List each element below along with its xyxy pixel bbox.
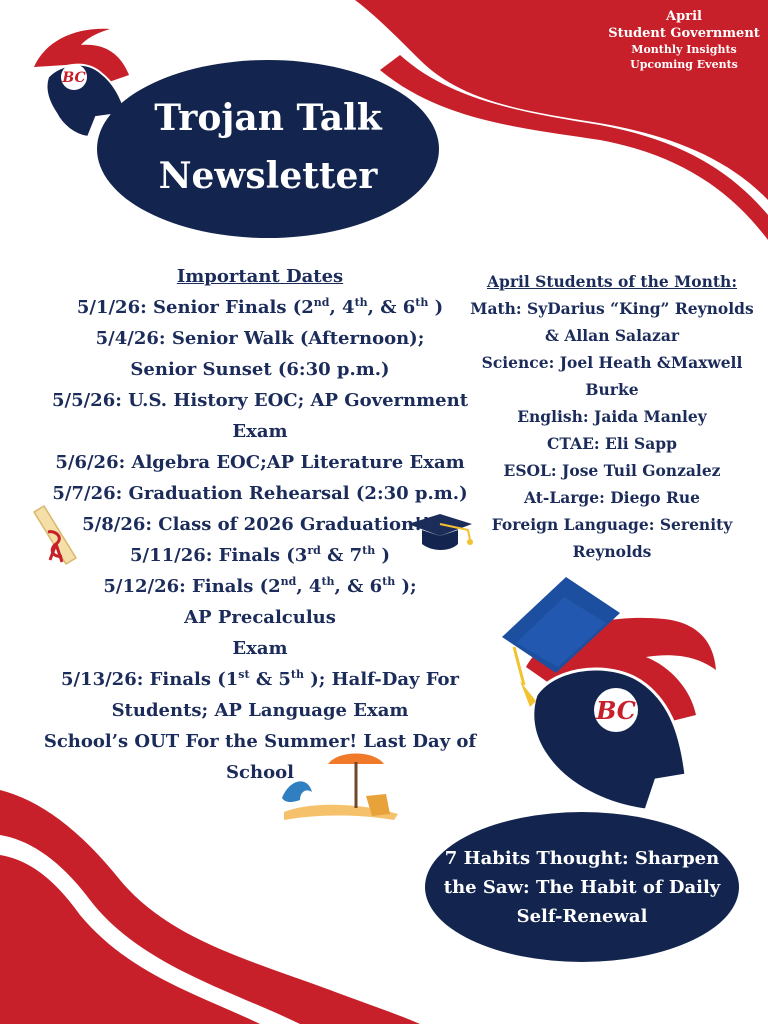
date-text: 5/13/26: Finals (1: [60, 669, 239, 690]
date-item: 5/4/26: Senior Walk (Afternoon);: [95, 328, 425, 349]
date-text: ): [375, 545, 391, 566]
date-text: , 4: [296, 576, 322, 597]
bottom-left-wave: [0, 790, 420, 1024]
date-item: AP Precalculus: [184, 607, 336, 628]
title-line-2: Newsletter: [158, 155, 378, 197]
header-info: [600, 8, 768, 72]
student-line: & Allan Salazar: [544, 326, 680, 345]
helmet-with-grad-cap-icon: [502, 577, 716, 810]
ordinal-suffix: nd: [313, 296, 330, 309]
svg-text:BC: BC: [596, 696, 636, 725]
ordinal-suffix: th: [321, 575, 335, 588]
student-line: Foreign Language: Serenity: [491, 515, 733, 534]
habits-line-3: Self-Renewal: [516, 906, 648, 927]
students-of-month-section: [462, 268, 762, 565]
newsletter-title: [97, 60, 439, 238]
date-item: 5/5/26: U.S. History EOC; AP Government: [51, 390, 469, 411]
ordinal-suffix: th: [415, 296, 429, 309]
date-text: ): [428, 297, 444, 318]
date-text: );: [395, 576, 417, 597]
header-month: April: [666, 9, 702, 24]
ordinal-suffix: nd: [280, 575, 297, 588]
date-item: School’s OUT For the Summer! Last Day of: [43, 731, 477, 752]
habits-thought: [425, 812, 739, 962]
svg-text:BC: BC: [62, 70, 86, 86]
date-text: , 4: [329, 297, 355, 318]
habits-line-1: 7 Habits Thought: Sharpen: [444, 848, 720, 869]
student-line: English: Jaida Manley: [517, 407, 707, 426]
date-item: [20, 664, 500, 695]
date-item: Senior Sunset (6:30 p.m.): [130, 359, 390, 380]
ordinal-suffix: th: [382, 575, 396, 588]
date-item: 5/6/26: Algebra EOC;AP Literature Exam: [55, 452, 465, 473]
ordinal-suffix: rd: [307, 544, 321, 557]
date-item: [20, 292, 500, 323]
title-line-1: Trojan Talk: [154, 97, 382, 139]
ordinal-suffix: st: [238, 668, 250, 681]
important-dates-heading: Important Dates: [176, 266, 344, 287]
student-line: Reynolds: [572, 542, 652, 561]
student-line: CTAE: Eli Sapp: [547, 434, 677, 453]
ordinal-suffix: th: [354, 296, 368, 309]
date-item: [20, 571, 500, 602]
date-text: ); Half-Day For: [303, 669, 460, 690]
ordinal-suffix: th: [362, 544, 376, 557]
header-tagline: Monthly Insights Upcoming Events: [630, 43, 738, 71]
students-of-month-heading: April Students of the Month:: [486, 272, 738, 291]
student-line: Burke: [585, 380, 639, 399]
date-text: & 5: [249, 669, 291, 690]
date-text: 5/12/26: Finals (2: [103, 576, 281, 597]
date-item: Exam: [232, 421, 288, 442]
student-line: Science: Joel Heath &Maxwell: [481, 353, 743, 372]
student-line: ESOL: Jose Tuil Gonzalez: [503, 461, 721, 480]
important-dates-section: [20, 261, 500, 788]
ordinal-suffix: th: [290, 668, 304, 681]
student-line: At-Large: Diego Rue: [523, 488, 701, 507]
date-text: & 7: [320, 545, 363, 566]
date-text: , & 6: [334, 576, 383, 597]
important-dates-list: [20, 292, 500, 788]
student-line: Math: SyDarius “King” Reynolds: [470, 299, 754, 318]
habits-line-2: the Saw: The Habit of Daily: [443, 877, 721, 898]
date-text: 5/1/26: Senior Finals (2: [76, 297, 314, 318]
date-item: School: [226, 762, 294, 783]
date-text: , & 6: [367, 297, 416, 318]
date-item: 5/8/26: Class of 2026 Graduation!!!: [82, 514, 438, 535]
header-org: Student Government: [608, 26, 760, 41]
date-text: 5/11/26: Finals (3: [129, 545, 308, 566]
date-item: 5/7/26: Graduation Rehearsal (2:30 p.m.): [52, 483, 468, 504]
students-of-month-list: [462, 295, 762, 565]
date-item: Students; AP Language Exam: [111, 700, 409, 721]
date-item: [20, 540, 500, 571]
date-item: Exam: [232, 638, 288, 659]
